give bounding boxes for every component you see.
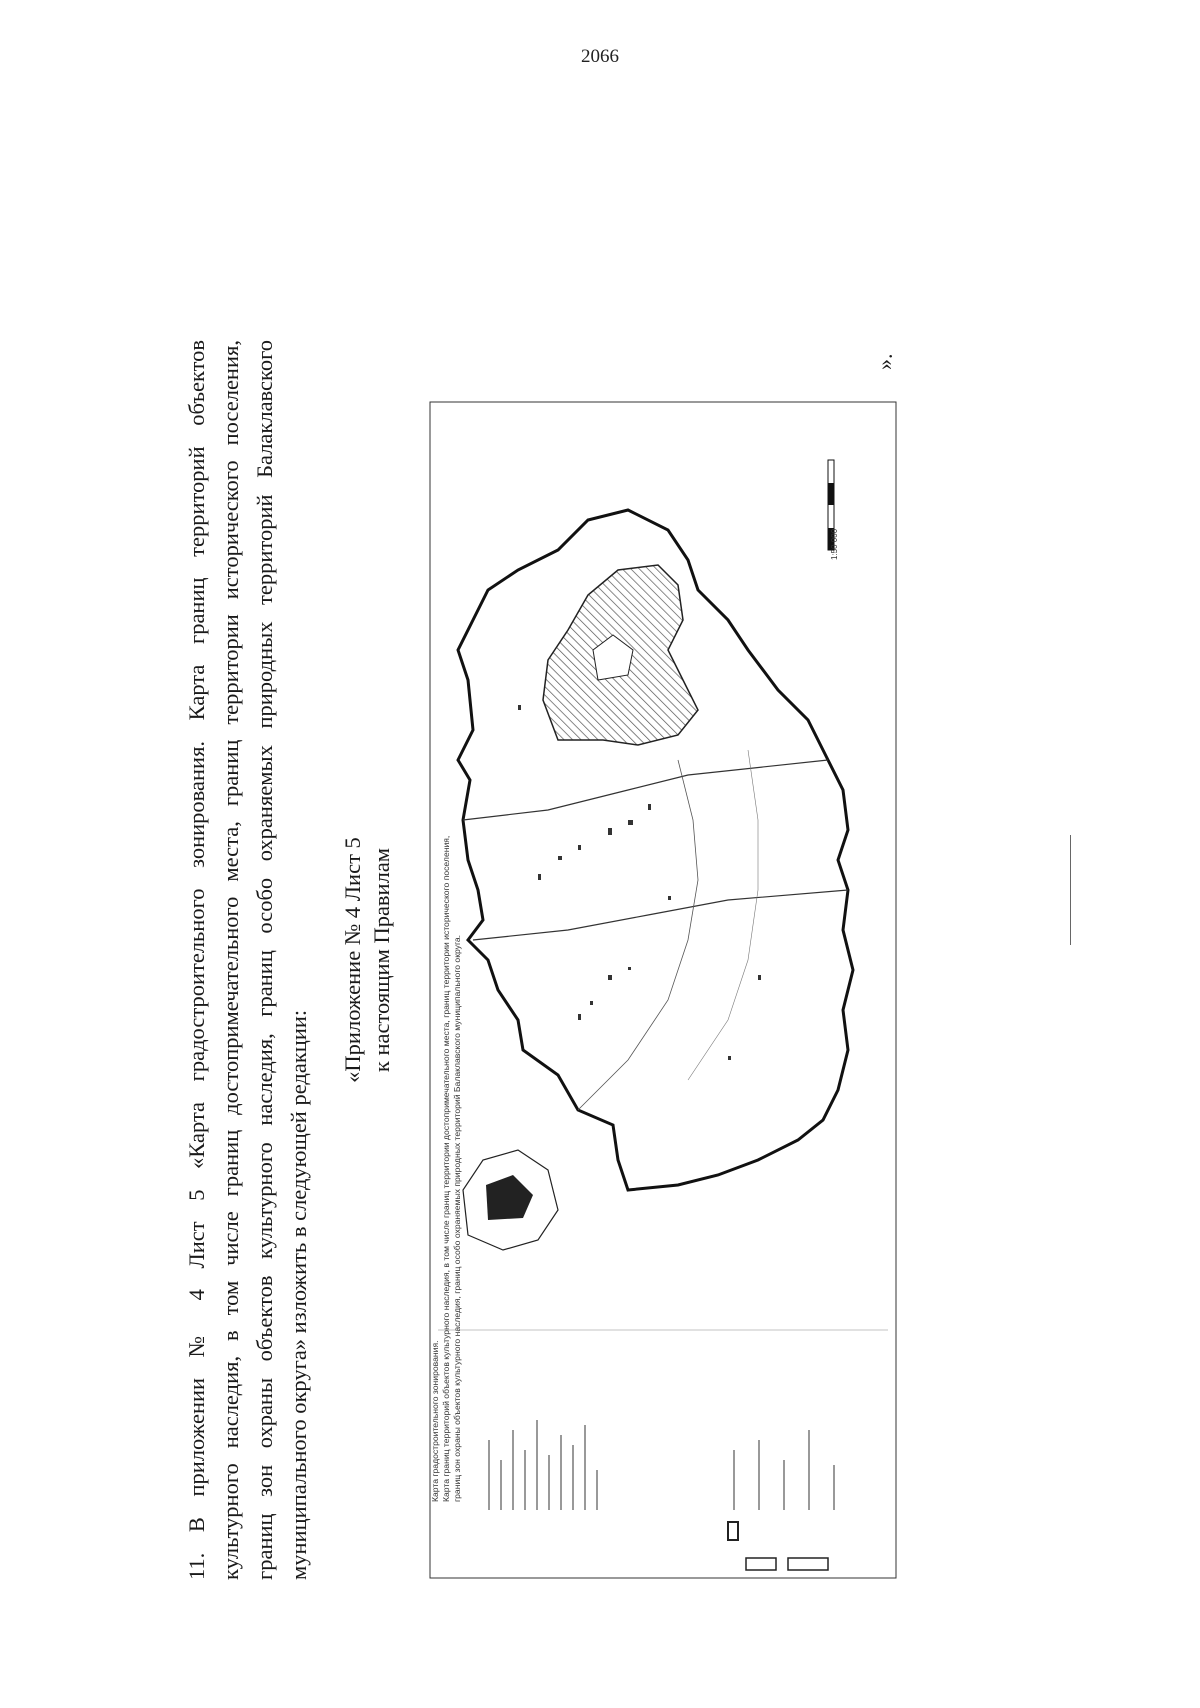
rotated-page-content xyxy=(180,340,1100,1580)
map-fragment-fill xyxy=(486,1175,533,1220)
map-title-line-3: границ зон охраны объектов культурного наследия, границ особо охраняемых природных территорий Балаклавского муниципального округа. xyxy=(452,934,462,1502)
margin-rule xyxy=(1070,835,1071,945)
page-number: 2066 xyxy=(581,46,619,67)
paragraph-line-3: границ зон охраны объектов культурного наследия, границ особо охраняемых природных территорий Балаклавского xyxy=(252,340,277,1580)
appendix-caption-line-1: «Приложение № 4 Лист 5 xyxy=(340,837,365,1083)
zoning-map-drawing xyxy=(428,400,898,1580)
paragraph-line-4: муниципального округа» изложить в следующей редакции: xyxy=(286,1009,311,1580)
closing-quote: ». xyxy=(872,353,897,370)
legend-swatches xyxy=(488,1420,835,1570)
paragraph-line-2: культурного наследия, в том числе границ достопримечательного места, границ территории исторического поселения, xyxy=(218,340,243,1580)
zoning-map xyxy=(428,400,898,1580)
map-scale-label: 1:50 000 xyxy=(830,528,839,560)
paragraph-line-1: 11. В приложении № 4 Лист 5 «Карта градостроительного зонирования. Карта границ территорий объектов xyxy=(184,340,209,1580)
map-title-line-2: Карта границ территорий объектов культурного наследия, в том числе границ территории достопримечательного места, границ территории исторического поселения, xyxy=(441,835,451,1502)
amendment-paragraph xyxy=(180,340,316,1580)
map-title-line-1: Карта градостроительного зонирования. xyxy=(430,1340,440,1502)
map-title xyxy=(430,812,463,1502)
settlement-marks xyxy=(518,705,761,1060)
appendix-caption xyxy=(338,740,396,1180)
appendix-caption-line-2: к настоящим Правилам xyxy=(369,847,394,1073)
